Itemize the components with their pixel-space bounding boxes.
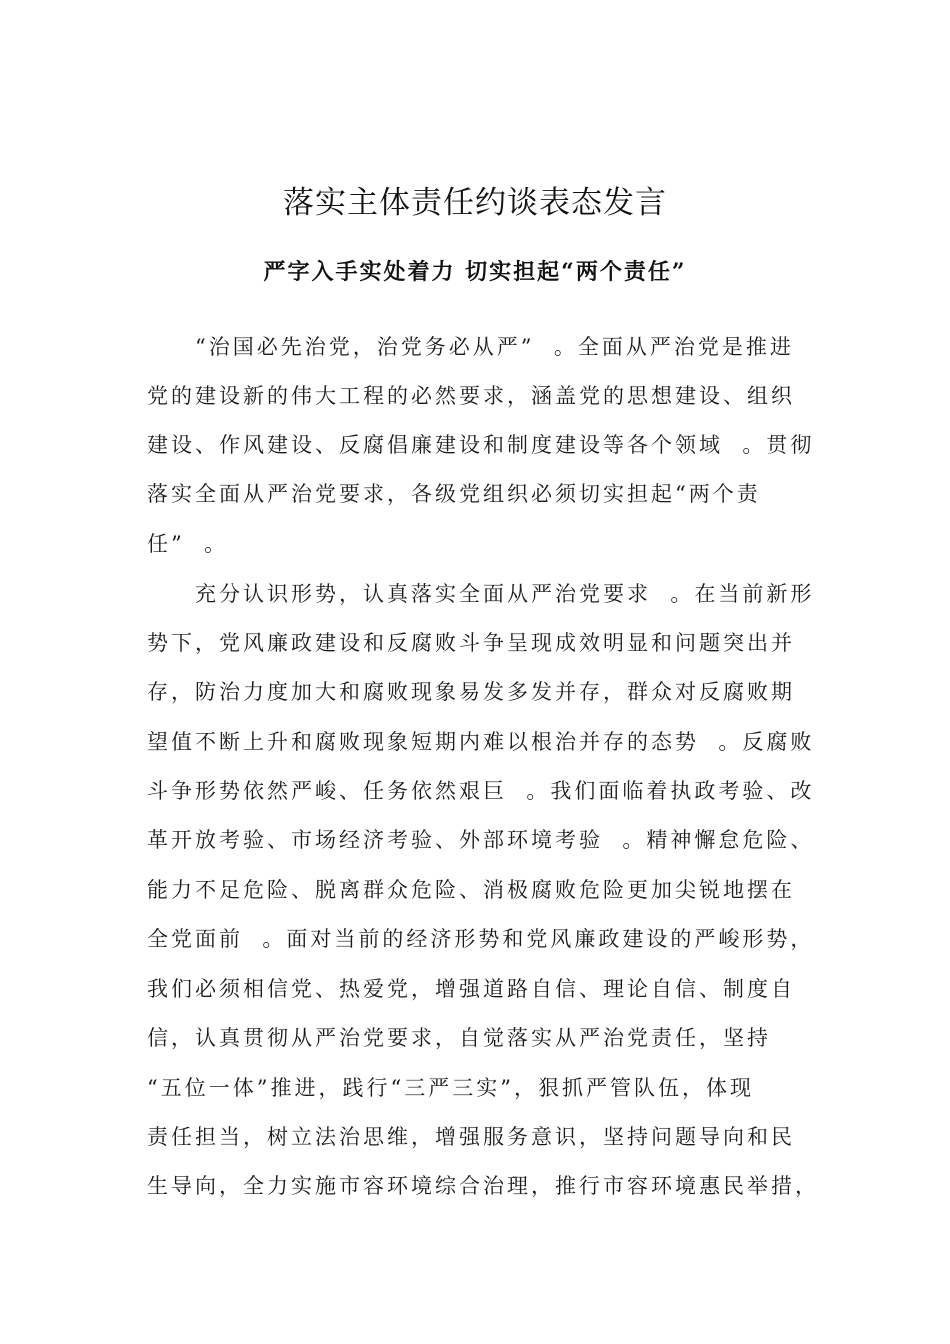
text-line: 生导向，全力实施市容环境综合治理，推行市容环境惠民举措， (147, 1174, 819, 1198)
text-line: 革开放考验、市场经济考验、外部环境考验 。精神懈怠危险、 (147, 828, 815, 852)
text-line: 落实全面从严治党要求，各级党组织必须切实担起“两个责 (147, 482, 761, 506)
text-line: 能力不足危险、脱离群众危险、消极腐败危险更加尖锐地摆在 (147, 878, 795, 902)
text-line: 充分认识形势，认真落实全面从严治党要求 。在当前新形 (195, 582, 815, 606)
text-line: 存，防治力度加大和腐败现象易发多发并存，群众对反腐败期 (147, 680, 795, 704)
text-line: 任” 。 (147, 532, 229, 556)
text-line: 全党面前 。面对当前的经济形势和党风廉政建设的严峻形势， (147, 927, 815, 951)
text-line: 信，认真贯彻从严治党要求，自觉落实从严治党责任，坚持 (147, 1026, 771, 1050)
text-line: 建设、作风建设、反腐倡廉建设和制度建设等各个领域 。贯彻 (147, 433, 815, 457)
text-line: 责任担当，树立法治思维，增强服务意识，坚持问题导向和民 (147, 1125, 795, 1149)
document-subtitle: 严字入手实处着力 切实担起“两个责任” (263, 259, 687, 285)
text-line: “五位一体”推进，践行“三严三实”，狠抓严管队伍，体现 (147, 1076, 754, 1100)
text-line: 斗争形势依然严峻、任务依然艰巨 。我们面临着执政考验、改 (147, 779, 815, 803)
document-title: 落实主体责任约谈表态发言 (283, 185, 667, 221)
text-line: 我们必须相信党、热爱党，增强道路自信、理论自信、制度自 (147, 977, 795, 1001)
text-line: “治国必先治党，治党务必从严” 。全面从严治党是推进 (195, 335, 794, 359)
text-line: 党的建设新的伟大工程的必然要求，涵盖党的思想建设、组织 (147, 384, 795, 408)
text-line: 势下，党风廉政建设和反腐败斗争呈现成效明显和问题突出并 (147, 631, 795, 655)
text-line: 望值不断上升和腐败现象短期内难以根治并存的态势 。反腐败 (147, 730, 815, 754)
